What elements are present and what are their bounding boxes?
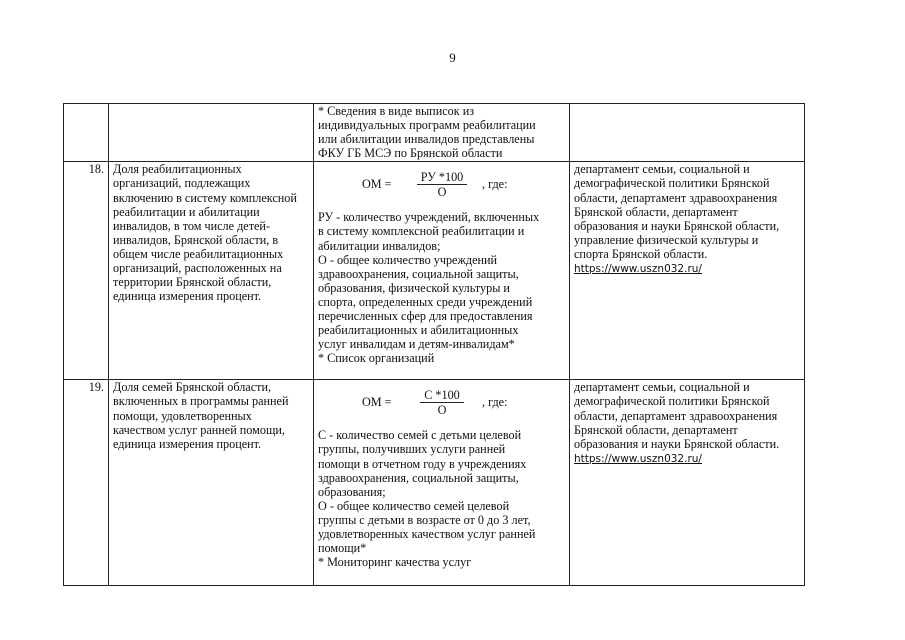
source-line: области, департамент здравоохранения	[574, 190, 778, 205]
method-line: * Мониторинг качества услуг	[318, 555, 472, 570]
method-cell	[314, 380, 570, 586]
source-cell	[570, 162, 805, 380]
source-line: образования и науки Брянской области,	[574, 218, 780, 233]
indicator-line: территории Брянской области,	[113, 275, 272, 290]
method-line: спорта, определенных среди учреждений	[318, 294, 533, 309]
indicator-line: единица измерения процент.	[113, 289, 262, 304]
method-line: помощи в отчетном году в учреждениях	[318, 456, 527, 471]
indicator-cell	[109, 380, 314, 586]
source-cell	[570, 104, 805, 162]
indicator-line: организаций, подлежащих	[113, 176, 251, 191]
indicator-cell	[109, 104, 314, 162]
source-line: области, департамент здравоохранения	[574, 408, 778, 423]
method-line: перечисленных сфер для предоставления	[318, 309, 533, 324]
method-line: услуг инвалидам и детям-инвалидам*	[318, 337, 515, 352]
formula-denominator: О	[437, 402, 447, 417]
method-line: * Список организаций	[318, 351, 435, 366]
formula-tail: , где:	[482, 395, 508, 410]
indicator-line: инвалидов, в том числе детей-	[113, 218, 271, 233]
formula-lhs: ОМ =	[362, 395, 392, 410]
method-cell	[314, 104, 570, 162]
row-number-cell: 18.	[64, 162, 109, 380]
method-line: помощи*	[318, 541, 367, 556]
method-line: С - количество семей с детьми целевой	[318, 428, 522, 443]
indicators-table	[63, 103, 805, 586]
formula-fraction	[412, 388, 472, 417]
indicator-line: реабилитации и абилитации	[113, 204, 260, 219]
note-line: * Сведения в виде выписок из	[318, 104, 475, 118]
method-line: О - общее количество семей целевой	[318, 498, 510, 513]
source-line: Брянской области, департамент	[574, 422, 738, 437]
formula	[362, 168, 565, 200]
page-number: 9	[449, 50, 456, 65]
indicator-line: Доля семей Брянской области,	[113, 380, 272, 395]
method-line: абилитации инвалидов;	[318, 238, 441, 253]
row-number-cell	[64, 104, 109, 162]
source-line: демографической политики Брянской	[574, 176, 770, 191]
source-line: спорта Брянской области.	[574, 246, 708, 261]
method-line: группы, получивших услуги ранней	[318, 442, 506, 457]
formula-fraction	[412, 170, 472, 199]
indicator-line: включению в систему комплексной	[113, 190, 297, 205]
source-line: департамент семьи, социальной и	[574, 380, 750, 395]
indicator-line: общем числе реабилитационных	[113, 246, 284, 261]
indicator-line: включенных в программы ранней	[113, 394, 289, 409]
row-number-cell: 19.	[64, 380, 109, 586]
table-row-continuation	[64, 104, 805, 162]
indicator-line: Доля реабилитационных	[113, 162, 242, 177]
source-link[interactable]: https://www.uszn032.ru/	[574, 263, 702, 276]
source-line: Брянской области, департамент	[574, 204, 738, 219]
formula-numerator: С *100	[420, 388, 464, 403]
source-line: демографической политики Брянской	[574, 394, 770, 409]
method-line: образования, физической культуры и	[318, 280, 510, 295]
source-cell	[570, 380, 805, 586]
formula	[362, 386, 565, 418]
indicator-line: организаций, расположенных на	[113, 261, 282, 276]
method-line: здравоохранения, социальной защиты,	[318, 470, 519, 485]
method-line: РУ - количество учреждений, включенных	[318, 210, 540, 225]
indicator-line: инвалидов, Брянской области, в	[113, 232, 279, 247]
source-link[interactable]: https://www.uszn032.ru/	[574, 452, 702, 465]
method-line: образования;	[318, 484, 386, 499]
formula-denominator: О	[437, 184, 447, 199]
note-line: индивидуальных программ реабилитации	[318, 118, 536, 133]
indicator-cell	[109, 162, 314, 380]
method-line: в систему комплексной реабилитации и	[318, 224, 525, 239]
indicator-line: качеством услуг ранней помощи,	[113, 422, 285, 437]
note-line: или абилитации инвалидов представлены	[318, 132, 535, 147]
table-row-18	[64, 162, 805, 380]
formula-tail: , где:	[482, 177, 508, 192]
formula-numerator: РУ *100	[417, 170, 468, 185]
source-line: образования и науки Брянской области.	[574, 436, 780, 451]
method-line: здравоохранения, социальной защиты,	[318, 266, 519, 281]
formula-lhs: ОМ =	[362, 177, 392, 192]
source-line: управление физической культуры и	[574, 232, 759, 247]
indicator-line: помощи, удовлетворенных	[113, 408, 252, 423]
method-line: О - общее количество учреждений	[318, 252, 498, 267]
method-cell	[314, 162, 570, 380]
method-line: удовлетворенных качеством услуг ранней	[318, 527, 536, 542]
method-line: реабилитационных и абилитационных	[318, 323, 519, 338]
table-row-19	[64, 380, 805, 586]
method-line: группы с детьми в возрасте от 0 до 3 лет,	[318, 512, 531, 527]
source-line: департамент семьи, социальной и	[574, 162, 750, 177]
note-line: ФКУ ГБ МСЭ по Брянской области	[318, 146, 503, 161]
indicator-line: единица измерения процент.	[113, 436, 262, 451]
